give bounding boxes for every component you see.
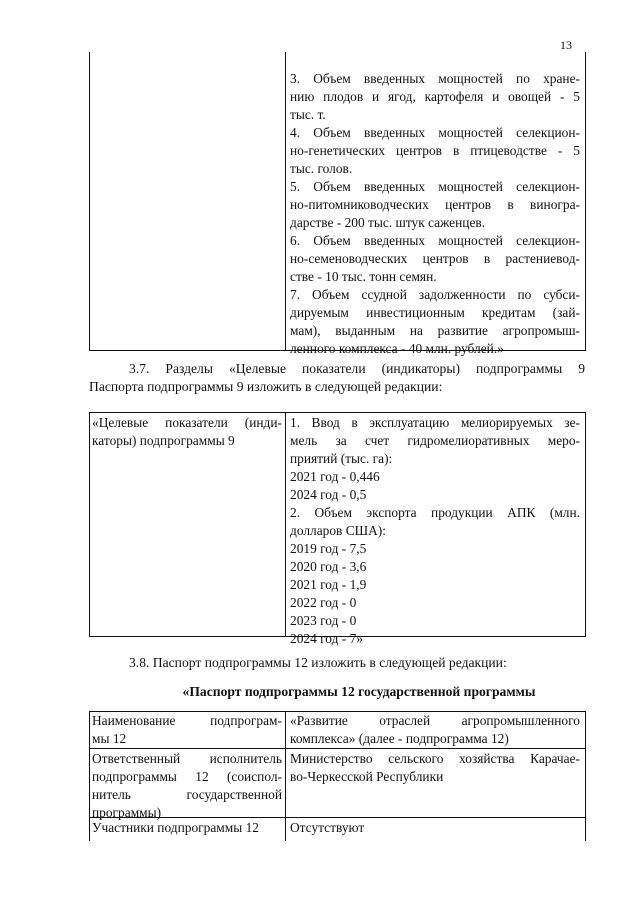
paragraph-3-7: 3.7. Разделы «Целевые показатели (индикаторы) подпрограммы 9 Паспорта подпрограммы 9 изложить в следующей редакции:: [89, 361, 585, 394]
table-12-row-executor-right: Министерство сельского хозяйства Карачае- во-Черкесской Республики: [290, 751, 580, 784]
target-item-4: 4. Объем введенных мощностей селекцион- но-генетических центров в птицеводстве - 5 тыс. голов.: [290, 125, 580, 176]
page-number: 13: [560, 38, 572, 52]
passport-heading: «Паспорт подпрограммы 12 государственной программы: [182, 684, 536, 699]
target-item-5: 5. Объем введенных мощностей селекцион- но-питомниководческих центров в виногра- дарстве - 200 тыс. штук саженцев.: [290, 179, 580, 230]
table-12-row-participants-left: Участники подпрограммы 12: [92, 820, 259, 835]
target-item-7: 7. Объем ссудной задолженности по субси- дируемым инвестиционным кредитам (зай- мам), выданным на развитие агропромыш- ленного комплекса - 40 млн. рублей.»: [290, 287, 580, 356]
top-table-right-cell: [290, 70, 580, 358]
table-9-right-cell: 1. Ввод в эксплуатацию мелиорируемых зе- мель за счет гидромелиоративных меро- приятий (тыс. га): 2021 год - 0,446 2024 год - 0,5 2. Объем экспорта продукции АПК (млн. долларов США): 2019 год - 7,5 2020 год - 3,6 2021 год - 1,9 2022 год - 0 2023 год - 0 2024 год - 7»: [290, 415, 580, 646]
table-12-row-executor-left: Ответственный исполнитель подпрограммы 12 (соиспол- нитель государственной программы): [92, 751, 282, 820]
table-12-row-name-right: «Развитие отраслей агропромышленного комплекса» (далее - подпрограмма 12): [290, 713, 580, 746]
table-12-row-name-left: Наименование подпрограм- мы 12: [92, 713, 282, 746]
target-item-3: 3. Объем введенных мощностей по хране- нию плодов и ягод, картофеля и овощей - 5 тыс. т.: [290, 71, 580, 122]
table-12-row-participants-right: Отсутствуют: [290, 820, 365, 835]
paragraph-3-8: 3.8. Паспорт подпрограммы 12 изложить в следующей редакции:: [129, 655, 507, 670]
target-item-6: 6. Объем введенных мощностей селекцион- но-семеноводческих центров в растениевод- стве - 10 тыс. тонн семян.: [290, 233, 580, 284]
table-9-left-cell: «Целевые показатели (инди- каторы) подпрограммы 9: [92, 415, 282, 448]
